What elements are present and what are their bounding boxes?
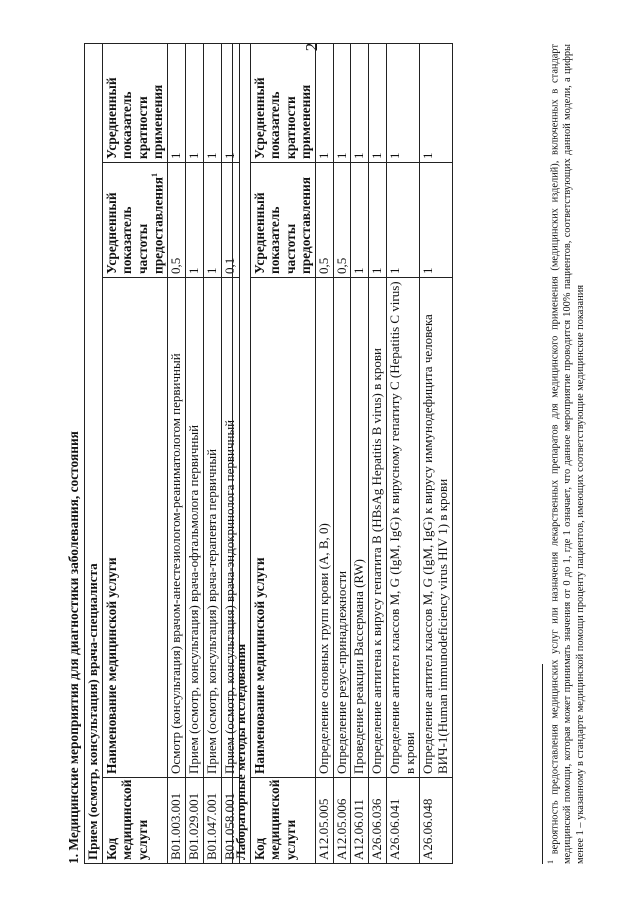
footnote-divider: [542, 664, 543, 864]
multiplicity-value: 1: [351, 43, 369, 162]
frequency-value: 1: [203, 163, 221, 278]
service-name: Прием (осмотр, консультация) врача-эндокринолога первичный: [221, 278, 239, 778]
table-section-title: Лабораторные методы исследования: [233, 43, 251, 863]
footnote-mark: 1: [546, 860, 555, 864]
multiplicity-value: 1: [168, 43, 186, 162]
column-header-multiplicity: Усредненный показатель кратности применения: [250, 43, 315, 162]
table-row: [333, 43, 351, 863]
service-code: A26.06.041: [387, 778, 420, 864]
service-code: B01.058.001: [221, 778, 239, 864]
table-row: [185, 43, 203, 863]
table-header-row: [102, 43, 167, 863]
frequency-value: 1: [369, 163, 387, 278]
multiplicity-value: 1: [420, 43, 453, 162]
section-title: 1. Медицинские мероприятия для диагностики заболевания, состояния: [66, 431, 81, 864]
frequency-value: 0,1: [221, 163, 239, 278]
frequency-value: 0,5: [333, 163, 351, 278]
frequency-value: 1: [387, 163, 420, 278]
frequency-value: 0,5: [315, 163, 333, 278]
table-section-row: [233, 43, 251, 863]
multiplicity-value: 1: [203, 43, 221, 162]
consultation-table: [84, 43, 240, 864]
column-header-code: Код медицинской услуги: [250, 778, 315, 864]
service-code: B01.003.001: [168, 778, 186, 864]
multiplicity-value: 1: [315, 43, 333, 162]
table-row: [420, 43, 453, 863]
column-header-code: Код медицинской услуги: [102, 778, 167, 864]
table-row: [351, 43, 369, 863]
table-row: [369, 43, 387, 863]
service-name: Осмотр (консультация) врачом-анестезиологом-реаниматологом первичный: [168, 278, 186, 778]
service-name: Определение резус-принадлежности: [333, 278, 351, 778]
column-header-multiplicity: Усредненный показатель кратности применения: [102, 43, 167, 162]
footnote-mark: 1: [150, 173, 160, 178]
service-name: Прием (осмотр, консультация) врача-терапевта первичный: [203, 278, 221, 778]
service-code: A12.05.006: [333, 778, 351, 864]
service-code: A12.05.005: [315, 778, 333, 864]
column-header-name: Наименование медицинской услуги: [102, 278, 167, 778]
service-name: Определение антигена к вирусу гепатита B (HBsAg Hepatitis B virus) в крови: [369, 278, 387, 778]
frequency-value: 1: [185, 163, 203, 278]
service-code: A26.06.048: [420, 778, 453, 864]
frequency-value: 1: [351, 163, 369, 278]
multiplicity-value: 1: [185, 43, 203, 162]
lab-tests-table: [232, 43, 453, 864]
service-code: B01.029.001: [185, 778, 203, 864]
table-row: [168, 43, 186, 863]
service-name: Определение антител классов M, G (IgM, IgG) к вирусу иммунодефицита человека ВИЧ-1(Human immunodeficiency virus HIV 1) в крови: [420, 278, 453, 778]
service-name: Прием (осмотр, консультация) врача-офтальмолога первичный: [185, 278, 203, 778]
service-code: B01.047.001: [203, 778, 221, 864]
frequency-value: 0,5: [168, 163, 186, 278]
table-section-row: [85, 43, 103, 863]
service-name: Проведение реакции Вассермана (RW): [351, 278, 369, 778]
rotated-page-content: [64, 44, 612, 864]
multiplicity-value: 1: [333, 43, 351, 162]
service-code: A26.06.036: [369, 778, 387, 864]
table-row: [203, 43, 221, 863]
table-row: [315, 43, 333, 863]
table-section-title: Прием (осмотр, консультация) врача-специалиста: [85, 43, 103, 863]
frequency-value: 1: [420, 163, 453, 278]
footnote: [546, 44, 588, 864]
column-header-name: Наименование медицинской услуги: [250, 278, 315, 778]
multiplicity-value: 1: [221, 43, 239, 162]
column-header-frequency: Усредненный показатель частоты предоставления$^1$: [102, 163, 167, 278]
service-name: Определение основных групп крови (A, B, 0): [315, 278, 333, 778]
page-number: 2: [302, 42, 321, 52]
multiplicity-value: 1: [387, 43, 420, 162]
table-header-row: [250, 43, 315, 863]
table-row: [387, 43, 420, 863]
service-name: Определение антител классов M, G (IgM, IgG) к вирусному гепатиту C (Hepatitis C virus) в крови: [387, 278, 420, 778]
multiplicity-value: 1: [369, 43, 387, 162]
service-code: A12.06.011: [351, 778, 369, 864]
footnote-text: вероятность предоставления медицинских услуг или назначения лекарственных препаратов для медицинского применения (медицинских изделий), включенных в стандарт медицинской помощи, которая может принимать значения от 0 до 1, где 1 означает, что данное мероприятие проводится 100% пациентов, соответствующих данной модели, а цифры менее 1 – указанному в стандарте медицинской помощи проценту пациентов, имеющих соответствующие медицинские показания: [549, 44, 586, 864]
column-header-frequency: Усредненный показатель частоты предоставления: [250, 163, 315, 278]
